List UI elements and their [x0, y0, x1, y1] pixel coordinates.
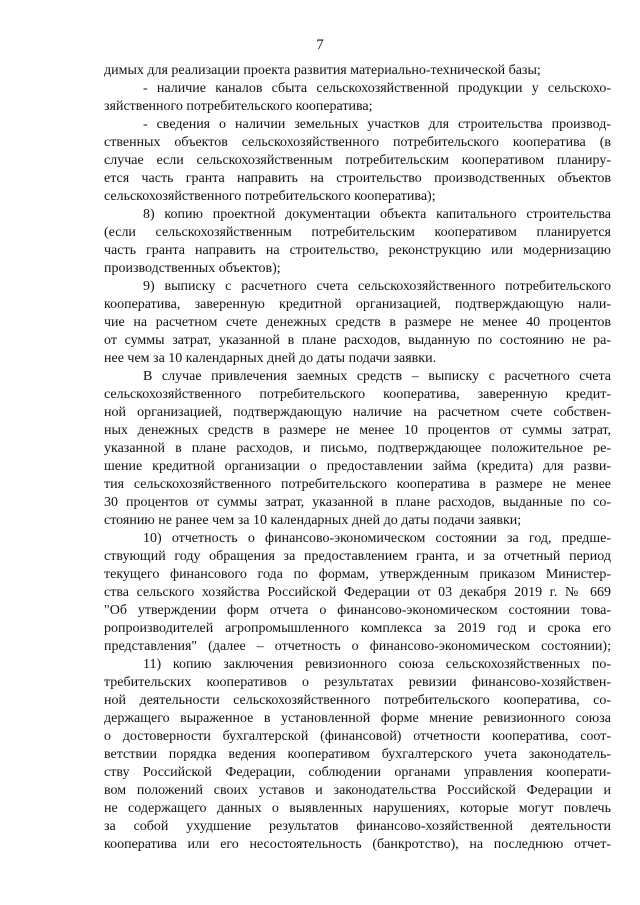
- text-line: "Об утверждении форм отчета о финансово-экономическом состоянии това-: [104, 603, 611, 618]
- text-line: вом положений своих уставов и законодательства Российской Федерации и: [104, 783, 611, 798]
- text-line: ропроизводителей агропромышленного комплекса за 2019 год и срока его: [104, 621, 611, 636]
- text-line: ству Российской Федерации, соблюдении органами управления кооперати-: [104, 765, 611, 780]
- text-line: указанной в плане расходов, и письмо, подтверждающее положительное ре-: [104, 441, 611, 456]
- document-body: [104, 62, 611, 854]
- text-line: 9) выписку с расчетного счета сельскохозяйственного потребительского: [143, 279, 611, 294]
- text-line: шение кредитной организации о предоставлении займа (кредита) для разви-: [104, 459, 611, 474]
- text-line: тия сельскохозяйственного потребительского кооператива в размере не менее: [104, 477, 611, 492]
- text-line: от суммы затрат, указанной в плане расходов, выданную по состоянию не ра-: [104, 333, 611, 348]
- text-line: сельскохозяйственного потребительского кооператива);: [104, 189, 436, 204]
- text-line: текущего финансового года по формам, утвержденным приказом Министер-: [104, 567, 611, 582]
- text-line: - сведения о наличии земельных участков для строительства производ-: [143, 117, 611, 132]
- text-line: ства сельского хозяйства Российской Федерации от 03 декабря 2019 г. № 669: [104, 585, 611, 600]
- text-line: - наличие каналов сбыта сельскохозяйственной продукции у сельскохо-: [143, 81, 611, 96]
- text-line: зяйственного потребительского кооператива;: [104, 99, 373, 114]
- text-line: сельскохозяйственного потребительского кооператива, заверенную кредит-: [104, 387, 611, 402]
- text-line: ных денежных средств в размере не менее 10 процентов от суммы затрат,: [104, 423, 611, 438]
- text-line: (если сельскохозяйственным потребительским кооперативом планируется: [104, 225, 611, 240]
- text-line: держащего выраженное в установленной форме мнение ревизионного союза: [104, 711, 611, 726]
- text-line: димых для реализации проекта развития материально-технической базы;: [104, 63, 541, 78]
- text-line: 30 процентов от суммы затрат, указанной в плане расходов, выданные по со-: [104, 495, 611, 510]
- text-line: кооператива или его несостоятельность (банкротство), на последнюю отчет-: [104, 837, 611, 852]
- text-line: ветствии порядка ведения кооперативом бухгалтерского учета законодатель-: [104, 747, 611, 762]
- text-line: случае если сельскохозяйственным потребительским кооперативом планиру-: [104, 153, 611, 168]
- text-line: стоянию не ранее чем за 10 календарных дней до даты подачи заявки;: [104, 513, 522, 528]
- text-line: нее чем за 10 календарных дней до даты подачи заявки.: [104, 351, 437, 366]
- text-line: ной организацией, подтверждающую наличие на расчетном счете собствен-: [104, 405, 611, 420]
- text-line: часть гранта направить на строительство, реконструкцию или модернизацию: [104, 243, 611, 258]
- text-line: 10) отчетность о финансово-экономическом состоянии за год, предше-: [143, 531, 611, 546]
- text-line: представления" (далее – отчетность о финансово-экономическом состоянии);: [104, 639, 611, 654]
- text-line: за собой ухудшение результатов финансово-хозяйственной деятельности: [104, 819, 611, 834]
- text-line: о достоверности бухгалтерской (финансовой) отчетности кооператива, соот-: [104, 729, 611, 744]
- text-line: 11) копию заключения ревизионного союза сельскохозяйственных по-: [143, 657, 611, 672]
- text-line: ствующий году обращения за предоставлением гранта, и за отчетный период: [104, 549, 611, 564]
- text-line: производственных объектов);: [104, 261, 281, 276]
- page-number: 7: [316, 37, 324, 53]
- text-line: не содержащего данных о выявленных нарушениях, которые могут повлечь: [104, 801, 611, 816]
- text-line: требительских кооперативов о результатах ревизии финансово-хозяйствен-: [104, 675, 611, 690]
- text-line: В случае привлечения заемных средств – выписку с расчетного счета: [143, 369, 611, 384]
- text-line: чие на расчетном счете денежных средств в размере не менее 40 процентов: [104, 315, 611, 330]
- text-line: кооператива, заверенную кредитной организацией, подтверждающую нали-: [104, 297, 611, 312]
- text-line: ется часть гранта направить на строительство производственных объектов: [104, 171, 611, 186]
- text-line: ственных объектов сельскохозяйственного потребительского кооператива (в: [104, 135, 611, 150]
- text-line: 8) копию проектной документации объекта капитального строительства: [143, 207, 611, 222]
- text-line: ной деятельности сельскохозяйственного потребительского кооператива, со-: [104, 693, 611, 708]
